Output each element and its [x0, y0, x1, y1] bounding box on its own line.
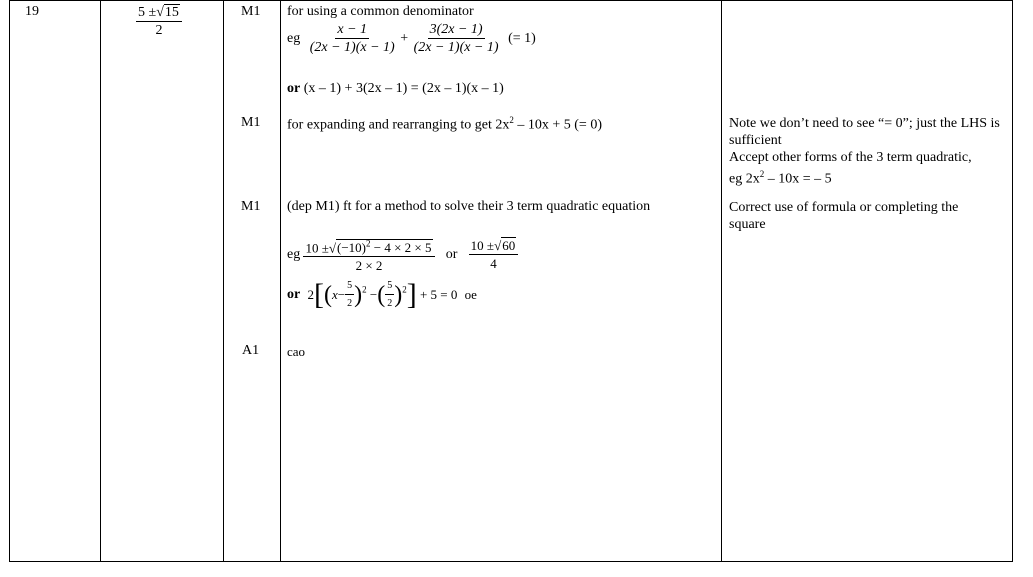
right-bracket: ]: [406, 278, 417, 311]
simplified-formula-fraction: [469, 238, 519, 272]
cs-fraction-2-num: 5: [385, 278, 394, 295]
answer-fraction: [136, 5, 182, 39]
cs-square-2: 2: [402, 284, 407, 295]
formula-radicand-sup: 2: [366, 239, 371, 249]
row-2-note-line3-pre: eg 2x: [729, 171, 760, 187]
row-2-text-pre: for expanding and rearranging to get 2x: [287, 117, 510, 133]
row-2-note-line2: Accept other forms of the 3 term quadratic,: [729, 150, 972, 165]
table-top-border: [10, 0, 1012, 1]
answer-denominator: 2: [155, 23, 163, 38]
eg-label: eg: [287, 31, 301, 46]
row-2-superscript: 2: [509, 115, 514, 125]
row-1-text: for using a common denominator: [287, 4, 474, 19]
simplified-numerator-prefix: 10 ±: [470, 238, 495, 254]
sqrt-symbol: √15: [156, 5, 179, 20]
cs-variable: x: [331, 287, 338, 302]
fraction-1-denominator: (2x − 1)(x − 1): [309, 40, 395, 55]
left-paren-2: (: [377, 282, 386, 308]
or-connector: or: [445, 247, 458, 263]
left-paren: (: [323, 282, 332, 308]
row-2-note: [729, 115, 1009, 188]
row-2-note-line3-post: – 10x = – 5: [764, 171, 832, 187]
or-label: or: [287, 81, 301, 96]
simplified-denominator: 4: [490, 256, 497, 272]
quadratic-formula-fraction: [303, 236, 434, 274]
right-paren: ): [354, 282, 363, 308]
mark-scheme-table: [9, 0, 1013, 562]
equals-one: (= 1): [508, 31, 536, 46]
row-2-note-line3-sup: 2: [759, 169, 765, 179]
fraction-1-numerator: x − 1: [337, 22, 368, 37]
row-2-text: [287, 115, 602, 134]
simplified-radicand: 60: [502, 238, 516, 254]
column-divider-3: [280, 0, 281, 561]
plus-sign: +: [400, 31, 409, 46]
mark-code-3: M1: [241, 199, 261, 214]
left-bracket: [: [313, 278, 324, 311]
formula-radicand: [336, 239, 433, 255]
formula-numerator-prefix: 10 ±: [305, 240, 329, 256]
sqrt-symbol: √60: [494, 238, 516, 254]
row-2-text-post: – 10x + 5 (= 0): [513, 117, 602, 133]
cs-square-1: 2: [362, 284, 367, 295]
cs-fraction-1-num: 5: [345, 278, 354, 295]
column-divider-4: [721, 0, 722, 561]
cs-tail: + 5 = 0: [419, 287, 458, 302]
cs-fraction-2: [385, 278, 394, 312]
answer-radicand: 15: [164, 5, 179, 20]
answer-cell: [136, 5, 182, 39]
row-1-alternative: [287, 81, 504, 97]
eg-label: eg: [287, 247, 301, 263]
column-divider-2: [223, 0, 224, 561]
question-number: 19: [25, 4, 39, 19]
mark-code-2: M1: [241, 115, 261, 130]
sqrt-symbol: $√(-10)^2 - 4 \times 2 \times 5$: [328, 239, 432, 256]
answer-numerator-prefix: 5 ±: [138, 5, 157, 20]
right-paren-2: ): [394, 282, 403, 308]
row-2-note-line1: Note we don’t need to see “= 0”; just the LHS is sufficient: [729, 116, 1000, 148]
row-1-example: [287, 22, 536, 56]
row-4-text: cao: [287, 344, 306, 359]
fraction-2-numerator: 3(2x − 1): [429, 22, 483, 37]
row-3-note: Correct use of formula or completing the square: [729, 200, 959, 232]
row-3-formula-example: [287, 236, 518, 274]
formula-denominator: 2 × 2: [355, 258, 383, 274]
alternative-equation: (x – 1) + 3(2x – 1) = (2x – 1)(x – 1): [303, 81, 504, 96]
cs-fraction-2-den: 2: [387, 298, 393, 309]
formula-radicand-base: (−10): [337, 240, 366, 256]
completing-square-example: [287, 278, 477, 312]
cs-fraction-1: [345, 278, 354, 312]
cs-minus-2: −: [369, 287, 378, 302]
fraction-1: [308, 22, 397, 56]
formula-radicand-rest: − 4 × 2 × 5: [370, 240, 432, 256]
row-3-text: (dep M1) ft for a method to solve their 3 term quadratic equation: [287, 199, 651, 214]
column-divider-1: [100, 0, 101, 561]
fraction-2-denominator: (2x − 1)(x − 1): [413, 40, 499, 55]
cs-oe: oe: [464, 287, 477, 302]
cs-minus: −: [337, 287, 346, 302]
fraction-2: [412, 22, 501, 56]
mark-code-1: M1: [241, 4, 261, 19]
cs-coefficient: 2: [307, 287, 314, 302]
mark-code-4: A1: [242, 343, 260, 358]
or-label: or: [287, 287, 301, 302]
cs-fraction-1-den: 2: [347, 298, 353, 309]
row-2-note-line3: [729, 166, 1009, 188]
